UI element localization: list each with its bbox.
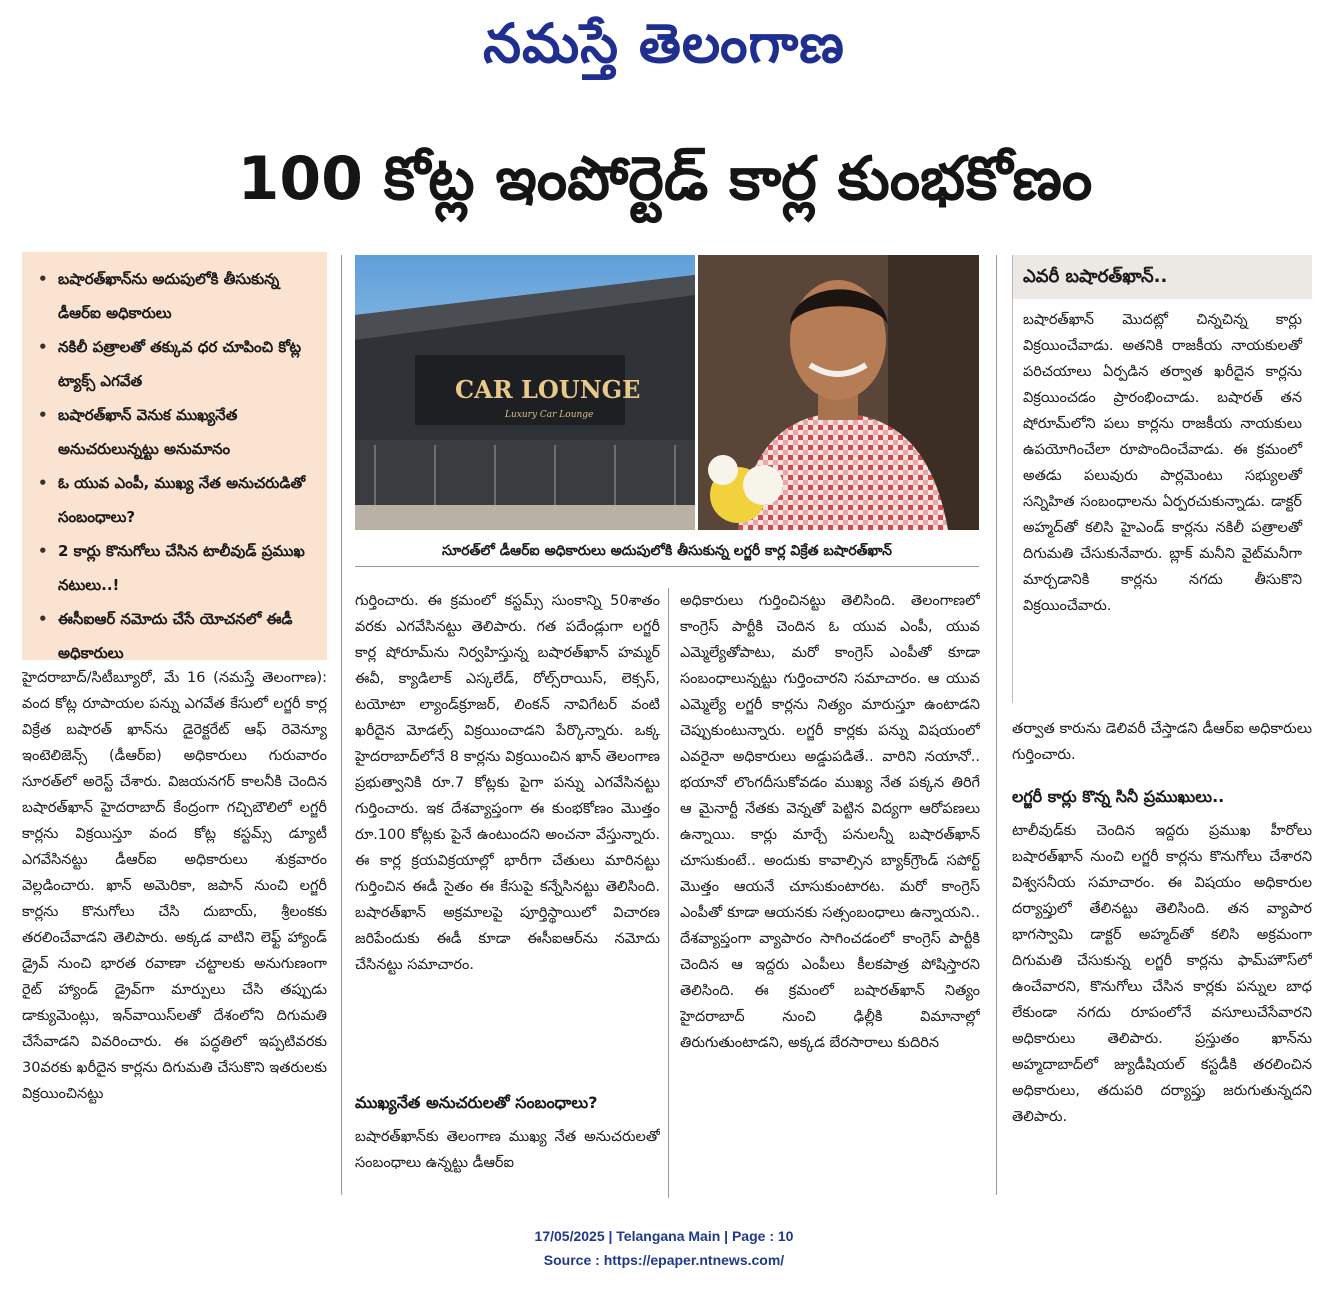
photo-caption: సూరత్‌లో డీఆర్‌ఐ అధికారులు అదుపులోకి తీసుకున్న లగ్జరీ కార్ల విక్రేత బషారత్‌ఖాన్ bbox=[355, 536, 979, 567]
article-text: గుర్తించారు. ఈ క్రమంలో కస్టమ్స్ సుంకాన్ని 50శాతం వరకు ఎగవేసినట్టు తెలిపారు. గత పదేండ్లుగా లగ్జరీ కార్ల షోరూమ్‌ను నిర్వహిస్తున్న బషారత్‌ఖాన్ హమ్మర్ ఈవీ, క్యాడిలాక్ ఎస్కలేడ్, రోల్స్‌రాయిస్, లెక్సస్, టయోటా ల్యాండ్‌క్రూజర్, లింకన్ నావిగేటర్ వంటి ఖరీదైన మోడల్స్ విక్రయించాడని పేర్కొన్నారు. ఒక్క హైదరాబాద్‌లోనే 8 కార్లను విక్రయించిన ఖాన్ తెలంగాణ ప్రభుత్వానికి రూ.7 కోట్లకు పైగా పన్ను ఎగవేసినట్టు గుర్తించారు. ఇక దేశవ్యాప్తంగా ఈ కుంభకోణం మొత్తం రూ.100 కోట్లకు పైనే ఉంటుందని అంచనా వేస్తున్నారు. ఈ కార్ల క్రయవిక్రయాల్లో భారీగా చేతులు మారినట్టు గుర్తించిన ఈడీ సైతం ఈ కేసుపై కన్నేసినట్టు తెలిసింది. బషారత్‌ఖాన్ అక్రమాలపై పూర్తిస్థాయిలో విచారణ జరిపేందుకు ఈడీ కూడా ఈసీఐఆర్‌ను నమోదు చేసినట్టు సమాచారం. bbox=[355, 593, 660, 973]
showroom-sign: CAR LOUNGE bbox=[455, 375, 641, 404]
article-column-1 bbox=[22, 665, 327, 1195]
bullet-icon: • bbox=[38, 610, 48, 628]
highlight-text: నకిలీ పత్రాలతో తక్కువ ధర చూపించి కోట్ల ట్యాక్స్ ఎగవేత bbox=[58, 338, 302, 390]
article-column-4 bbox=[1012, 716, 1312, 1196]
highlight-text: బషారత్‌ఖాన్ వెనుక ముఖ్యనేత అనుచరులున్నట్టు అనుమానం bbox=[58, 406, 238, 458]
column-rule bbox=[341, 255, 342, 1195]
section-subhead: లగ్జరీ కార్లు కొన్న సినీ ప్రముఖులు.. bbox=[1012, 787, 1225, 806]
highlight-text: ఓ యువ ఎంపీ, ముఖ్య నేత అనుచరుడితో సంబంధాలు? bbox=[58, 474, 306, 526]
highlight-text: 2 కార్లు కొనుగోలు చేసిన టాలీవుడ్ ప్రముఖ నటులు..! bbox=[58, 542, 305, 594]
sidebar-text: బషారత్‌ఖాన్ మొదట్లో చిన్నచిన్న కార్లు విక్రయించేవాడు. అతనికి రాజకీయ నాయకులతో పరిచయాలు ఏర్పడిన తర్వాత ఖరీదైన కార్లను విక్రయించడం ప్రారంభించాడు. బషారత్ తన షోరూమ్‌లోని పలు కార్లను రాజకీయ నాయకులు ఉపయోగించేలా రూపొందించేవాడు. ఈ క్రమంలో అతడు పలువురు పార్లమెంటు సభ్యులతో సన్నిహిత సంబంధాలను ఏర్పరచుకున్నాడు. డాక్టర్ అహ్మద్‌తో కలిసి హైఎండ్ కార్లను నకిలీ పత్రాలతో దిగుమతి చేసుకునేవారు. బ్లాక్ మనీని వైట్‌మనీగా మార్చడానికి కార్లను నగదు తీసుకొని విక్రయించేవారు. bbox=[1023, 312, 1302, 614]
bullet-icon: • bbox=[38, 270, 48, 288]
footer-date-line: 17/05/2025 | Telangana Main | Page : 10 bbox=[534, 1228, 794, 1244]
news-photo bbox=[355, 255, 979, 530]
footer-source-link[interactable]: Source : https://epaper.ntnews.com/ bbox=[543, 1252, 785, 1268]
section-subhead: ముఖ్యనేత అనుచరులతో సంబంధాలు? bbox=[355, 1093, 598, 1112]
article-text: హైదరాబాద్/సిటీబ్యూరో, మే 16 (నమస్తే తెలంగాణ): వంద కోట్ల రూపాయల పన్ను ఎగవేత కేసులో లగ్జరీ కార్ల విక్రేత బషారత్ ఖాన్‌ను డైరెక్టరేట్ ఆఫ్ రెవెన్యూ ఇంటెలిజెన్స్ (డీఆర్‌ఐ) అధికారులు గురువారం సూరత్‌లో అరెస్ట్ చేశారు. విజయనగర్ కాలనీకి చెందిన బషారత్‌ఖాన్ హైదరాబాద్ కేంద్రంగా గచ్చిబౌలిలో లగ్జరీ కార్లను విక్రయిస్తూ వంద కోట్ల కస్టమ్స్ డ్యూటీ ఎగవేసినట్టు డీఆర్‌ఐ అధికారులు శుక్రవారం వెల్లడించారు. ఖాన్ అమెరికా, జపాన్ నుంచి లగ్జరీ కార్లను కొనుగోలు చేసి దుబాయ్, శ్రీలంకకు తరలించేవాడని తెలిపారు. అక్కడ వాటిని లెఫ్ట్ హ్యాండ్ డ్రైవ్ నుంచి భారత రవాణా చట్టాలకు అనుగుణంగా రైట్ హ్యాండ్ డ్రైవ్‌గా మార్పులు చేసి తప్పుడు డాక్యుమెంట్లు, ఇన్‌వాయిస్‌లతో దేశంలోని దిగుమతి చేసేవాడని వివరించారు. ఈ పద్ధతిలో ఇప్పటివరకు 30వరకు ఖరీదైన కార్లను దిగుమతి చేసుకొని ఇతరులకు విక్రయించినట్టు bbox=[22, 670, 327, 1102]
bullet-icon: • bbox=[38, 406, 48, 424]
highlight-text: ఈసీఐఆర్ నమోదు చేసే యోచనలో ఈడీ అధికారులు bbox=[58, 610, 293, 662]
sidebar-box bbox=[1012, 255, 1312, 703]
sidebar-title: ఎవరీ బషారత్‌ఖాన్.. bbox=[1013, 255, 1312, 299]
highlight-text: బషారత్‌ఖాన్‌ను అదుపులోకి తీసుకున్న డీఆర్‌ఐ అధికారులు bbox=[58, 270, 280, 322]
article-column-2 bbox=[355, 588, 660, 1198]
highlight-item bbox=[36, 398, 317, 466]
article-text: అధికారులు గుర్తించినట్టు తెలిసింది. తెలంగాణలో కాంగ్రెస్ పార్టీకి చెందిన ఓ యువ ఎంపీ, యువ ఎమ్మెల్యేతోపాటు, మరో కాంగ్రెస్ ఎంపీతో కూడా సంబంధాలున్నట్టు గుర్తించారని సమాచారం. ఆ యువ ఎమ్మెల్యే లగ్జరీ కార్లను నిత్యం మారుస్తూ ఉంటాడని చెప్పుకుంటున్నారు. లగ్జరీ కార్లకు పన్ను విషయంలో ఎవరైనా అధికారులు అడ్డుపడితే.. వారిని నయానో.. భయానో లొంగదీసుకోవడం ముఖ్య నేత పక్కన తిరిగే ఆ మైనార్టీ నేతకు వెన్నతో పెట్టిన విద్యగా ఆరోపణలు ఉన్నాయి. కార్లు మార్చే పనులన్నీ బషారత్‌ఖాన్ చూసుకుంటే.. అందుకు కావాల్సిన బ్యాక్‌గ్రౌండ్ సపోర్ట్ మొత్తం ఆయనే చూసుకుంటారట. మరో కాంగ్రెస్ ఎంపీతో కూడా ఆయనకు సత్సంబంధాలు ఉన్నాయని.. దేశవ్యాప్తంగా వ్యాపారం సాగించడంలో కాంగ్రెస్ పార్టీకి చెందిన ఆ ఇద్దరు ఎంపీలు కీలకపాత్ర పోషిస్తారని తెలిసింది. ఈ క్రమంలో బషారత్‌ఖాన్ నిత్యం హైదరాబాద్ నుంచి ఢిల్లీకి విమానాల్లో తిరుగుతుంటాడని, అక్కడ బేరసారాలు కుదిరిన bbox=[680, 593, 980, 1051]
highlight-item bbox=[36, 466, 317, 534]
article-text: తర్వాత కారును డెలివరీ చేస్తాడని డీఆర్‌ఐ అధికారులు గుర్తించారు. bbox=[1012, 721, 1312, 763]
headline: 100 కోట్ల ఇంపోర్టెడ్ కార్ల కుంభకోణం bbox=[237, 144, 1093, 214]
highlight-item bbox=[36, 602, 317, 670]
article-text: టాలీవుడ్‌కు చెందిన ఇద్దరు ప్రముఖ హీరోలు బషారత్‌ఖాన్ నుంచి లగ్జరీ కార్లను కొనుగోలు చేశారని విశ్వసనీయ సమాచారం. ఈ విషయం అధికారుల దర్యాప్తులో తేలినట్టు తెలిసింది. తన వ్యాపార భాగస్వామి డాక్టర్ అహ్మద్‌తో కలిసి అక్రమంగా దిగుమతి చేసుకున్న లగ్జరీ కార్లను ఫామ్‌హౌస్‌లో ఉంచేవారని, కొనుగోలు చేసిన కార్లకు పన్నుల బాధ లేకుండా నగదు రూపంలోనే వసూలుచేసేవారని అధికారులు తెలిపారు. ప్రస్తుతం ఖాన్‌ను అహ్మదాబాద్‌లో జ్యుడీషియల్ కస్టడీకి తరలించిన అధికారులు, తదుపరి దర్యాప్తు జరుగుతున్నదని తెలిపారు. bbox=[1012, 823, 1312, 1125]
bullet-icon: • bbox=[38, 474, 48, 492]
showroom-sign-sub: Luxury Car Lounge bbox=[505, 410, 594, 420]
column-rule bbox=[996, 255, 997, 1195]
portrait-photo bbox=[698, 255, 979, 530]
showroom-photo bbox=[355, 255, 695, 530]
masthead: నమస్తే తెలంగాణ bbox=[483, 11, 845, 75]
article-text: బషారత్‌ఖాన్‌కు తెలంగాణ ముఖ్య నేత అనుచరులతో సంబంధాలు ఉన్నట్టు డీఆర్‌ఐ bbox=[355, 1129, 660, 1171]
highlight-item bbox=[36, 330, 317, 398]
bullet-icon: • bbox=[38, 338, 48, 356]
bullet-icon: • bbox=[38, 542, 48, 560]
article-column-3 bbox=[680, 588, 980, 1194]
highlight-item bbox=[36, 534, 317, 602]
column-rule bbox=[668, 588, 669, 1198]
highlight-item bbox=[36, 262, 317, 330]
highlights-box bbox=[22, 252, 327, 660]
